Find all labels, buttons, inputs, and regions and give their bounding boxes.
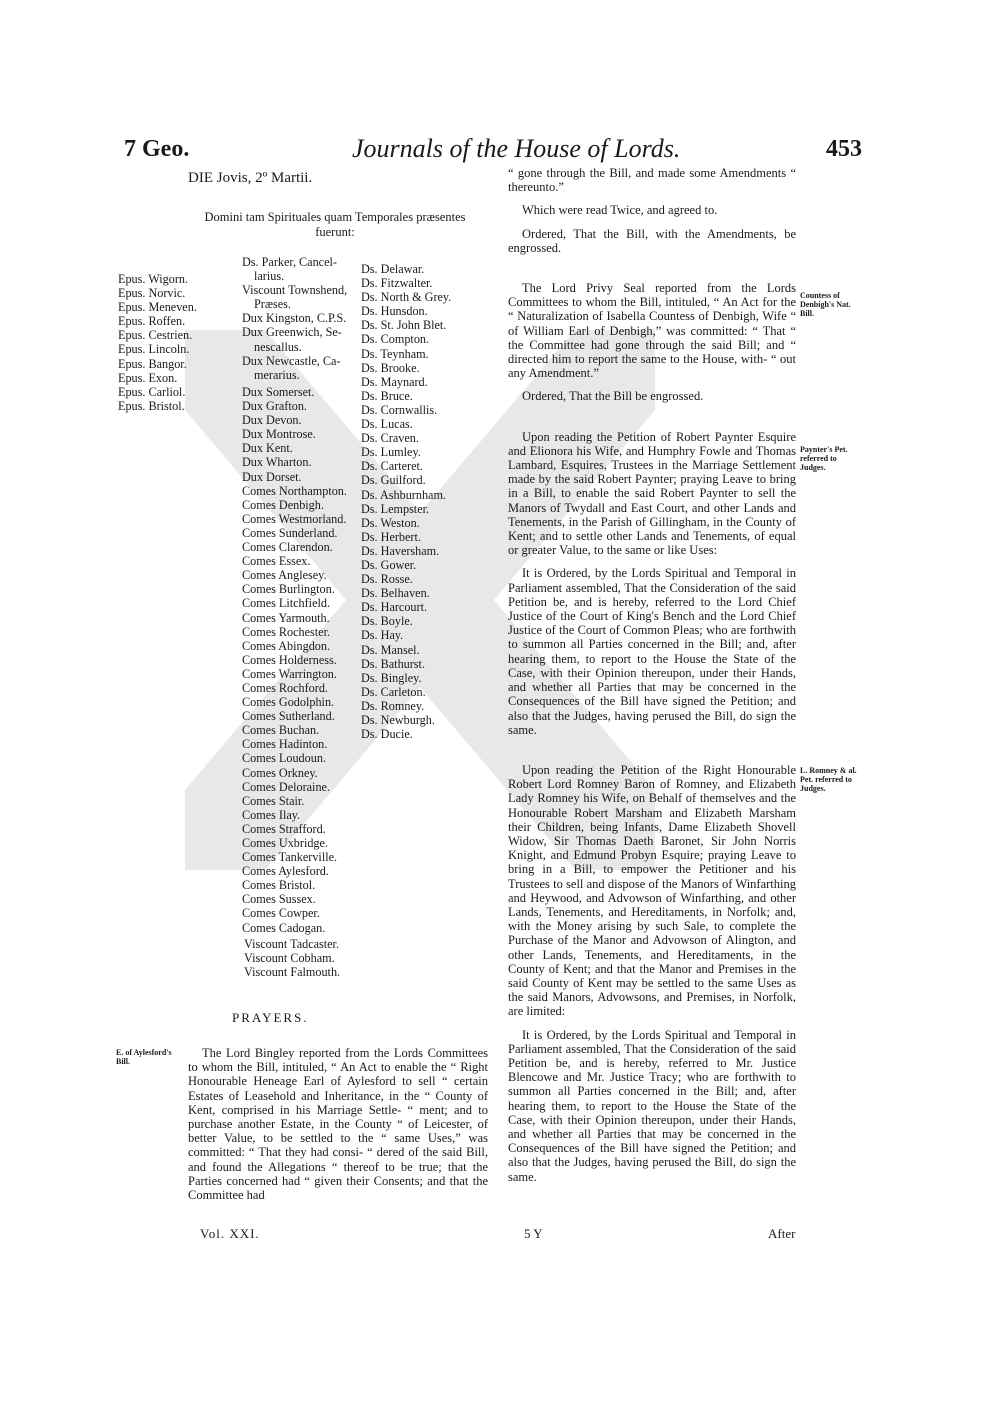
list-item: Ds. Brooke. (361, 360, 420, 375)
list-item: Comes Westmorland. (242, 511, 347, 526)
list-item: Ds. Rosse. (361, 572, 413, 587)
margin-note-romney: L. Romney & al. Pet. referred to Judges. (800, 766, 857, 793)
list-item: Dux Dorset. (242, 469, 302, 484)
list-item: Comes Orkney. (242, 765, 318, 780)
list-item: Ds. Ducie. (361, 727, 413, 742)
list-item: Epus. Bangor. (118, 356, 187, 371)
bishops-list (118, 272, 197, 413)
peers-list (242, 385, 347, 935)
list-item: Ds. Fitzwalter. (361, 276, 433, 291)
list-item: Comes Tankerville. (242, 850, 338, 865)
list-item: Ds. Parker, Cancel- (242, 255, 337, 269)
paynter-text: Upon reading the Petition of Robert Paynter Esquire and Elionora his Wife, and Humphry Fowle and Thomas Lambard, Esquires, Trustees in the Marriage Settlement made by the said Robert Paynter; praying Leave to bring in a Bill, to enable the said Robert Paynter to sell the Manors of Twydall and East Court, and other Lands and Tenements, in the Parish of Gillingham, in the County of Kent; and to settle other Lands and Tenements, of equal or greater Value, to the same or like Uses: (508, 429, 796, 558)
list-item: Viscount Tadcaster. (244, 937, 339, 951)
page-title: Journals of the House of Lords. (352, 134, 681, 163)
list-item: Ds. Mansel. (361, 642, 420, 657)
list-item: Ds. Bingley. (361, 670, 422, 685)
continuation-text: “ gone through the Bill, and made some Amendments “ thereunto.” (508, 166, 796, 195)
list-item: Comes Denbigh. (242, 497, 324, 512)
list-item: Ds. Hay. (361, 628, 404, 643)
aylesford-paragraph (188, 1046, 488, 1211)
list-item: Ds. Carteret. (361, 459, 423, 474)
ordered-engrossed-text: Ordered, That the Bill be engrossed. (522, 389, 704, 404)
list-item: Dux Kingston, C.P.S. (242, 311, 347, 326)
list-item: Ds. Belhaven. (361, 586, 430, 601)
list-item: Comes Loudoun. (242, 751, 326, 766)
list-item: Ds. Newburgh. (361, 713, 435, 727)
presence-heading: Domini tam Spirituales quam Temporales præsentes fuerunt: (204, 210, 466, 239)
right-column-text (508, 166, 796, 1193)
list-item: Comes Ilay. (242, 807, 301, 822)
list-item: Epus. Meneven. (118, 300, 197, 315)
list-item: Ds. Weston. (361, 515, 420, 530)
list-item: Dux Newcastle, Ca- (242, 353, 341, 368)
list-item: Comes Bristol. (242, 878, 316, 893)
list-item: Ds. Lucas. (361, 417, 413, 432)
footer-catchword: After (768, 1226, 796, 1241)
list-item: Dux Kent. (242, 441, 293, 456)
list-item: Ds. Bathurst. (361, 656, 425, 671)
paynter-order-text: It is Ordered, by the Lords Spiritual and Temporal in Parliament assembled, That the Consideration of the said Petition be, and is hereby, referred to the Lord Chief Justice of the Court of King's Bench and the Lord Chief Justice of the Court of Common Pleas; who are forthwith to summon all Parties concerned in the Bill; and, after hearing them, to report to the House the State of the Case, with their Opinion thereupon, under their Hands, and whether all Parties that may be concerned in the Consequences of the Bill have signed the Petition; and also that the Judges, having perused the Bill, do sign the same. (508, 566, 796, 737)
list-item: Viscount Falmouth. (244, 965, 341, 980)
list-item: Epus. Wigorn. (118, 272, 189, 286)
barons-list (361, 262, 451, 741)
list-item: Epus. Bristol. (118, 398, 185, 413)
officers-list (242, 255, 347, 382)
list-item: Ds. Teynham. (361, 346, 429, 361)
margin-note-paynter: Paynter's Pet. referred to Judges. (800, 445, 848, 472)
list-item: Epus. Norvic. (118, 286, 186, 301)
list-item: Comes Warrington. (242, 666, 337, 681)
prayers-heading: PRAYERS. (232, 1010, 309, 1025)
romney-order-text: It is Ordered, by the Lords Spiritual and Temporal in Parliament assembled, That the Consideration of the said Petition be, and is hereby, referred to Mr. Justice Blencowe and Mr. Justice Tracy; who are forthwith to summon all Parties concerned in the Bill; and, after hearing them, to report to the House the State of the Case, with their Opinion thereupon, under their Hands, and whether all Parties that may be concerned in the Consequences of the Bill have signed the Petition; and also that the Judges, having perused the Bill, do sign the same. (508, 1027, 796, 1184)
list-item: Comes Yarmouth. (242, 610, 330, 625)
list-item: Ds. Compton. (361, 332, 430, 347)
list-item: Ds. Bruce. (361, 388, 413, 403)
list-item: Comes Clarendon. (242, 540, 333, 555)
list-item: Comes Holderness. (242, 652, 337, 667)
list-item: Ds. Lumley. (361, 445, 421, 460)
ordered-amend-text: Ordered, That the Bill, with the Amendments, be engrossed. (508, 226, 796, 255)
list-item: larius. (254, 269, 285, 284)
list-item: Dux Wharton. (242, 455, 312, 470)
date-line: DIE Jovis, 2º Martii. (188, 170, 313, 186)
list-item: Epus. Roffen. (118, 314, 186, 329)
denbigh-text: The Lord Privy Seal reported from the Lords Committees to whom the Bill, intituled, “ An Act for the “ Naturalization of Isabella Countess of Denbigh, Wife “ of William Earl of Denbigh,” was committed: “ That “ the Committee had gone through the said Bill; and “ directed him to report the same to the House, with- “ out any Amendment.” (508, 281, 796, 381)
list-item: Ds. Craven. (361, 431, 419, 446)
list-item: Ds. North & Grey. (361, 290, 452, 305)
list-item: Comes Abingdon. (242, 638, 331, 653)
list-item: Dux Somerset. (242, 385, 315, 399)
list-item: Præses. (254, 297, 291, 312)
list-item: Comes Anglesey. (242, 568, 327, 583)
list-item: Ds. Cornwallis. (361, 402, 438, 417)
list-item: Ds. Ashburnham. (361, 487, 446, 502)
viscounts-list (244, 937, 340, 979)
list-item: Comes Burlington. (242, 582, 335, 597)
list-item: Comes Litchfield. (242, 596, 331, 611)
list-item: Comes Aylesford. (242, 864, 329, 879)
list-item: Comes Uxbridge. (242, 836, 328, 850)
list-item: Ds. Harcourt. (361, 600, 427, 615)
list-item: Ds. Haversham. (361, 543, 440, 558)
list-item: Epus. Cestrien. (118, 328, 193, 343)
list-item: Ds. Guilford. (361, 473, 426, 488)
list-item: Comes Strafford. (242, 821, 326, 836)
header-regnal-year: 7 Geo. (124, 136, 190, 162)
list-item: Ds. Maynard. (361, 374, 428, 389)
list-item: Comes Stair. (242, 793, 305, 808)
list-item: Ds. Herbert. (361, 529, 421, 544)
list-item: Comes Essex. (242, 554, 311, 569)
list-item: Viscount Townshend, (242, 283, 348, 298)
list-item: Ds. Boyle. (361, 614, 413, 629)
list-item: Dux Greenwich, Se- (242, 325, 342, 340)
list-item: Comes Sunderland. (242, 525, 338, 540)
list-item: Comes Rochford. (242, 680, 328, 695)
list-item: Viscount Cobham. (244, 951, 335, 966)
list-item: Ds. Hunsdon. (361, 304, 428, 319)
page-number: 453 (826, 136, 862, 162)
list-item: Ds. Lempster. (361, 501, 430, 516)
list-item: Epus. Carliol. (118, 384, 186, 399)
list-item: Comes Sutherland. (242, 709, 335, 724)
list-item: Dux Devon. (242, 413, 302, 428)
list-item: Ds. Delawar. (361, 262, 425, 276)
margin-note-denbigh: Countess of Denbigh's Nat. Bill. (800, 291, 851, 318)
list-item: Comes Deloraine. (242, 779, 330, 794)
list-item: Comes Sussex. (242, 892, 316, 907)
footer-volume: Vol. XXI. (200, 1226, 260, 1241)
list-item: Comes Cadogan. (242, 920, 326, 935)
list-item: Comes Rochester. (242, 624, 331, 639)
list-item: Comes Cowper. (242, 906, 320, 921)
list-item: Comes Buchan. (242, 723, 320, 738)
list-item: Comes Godolphin. (242, 695, 335, 710)
list-item: Ds. Romney. (361, 698, 425, 713)
margin-note-aylesford: E. of Aylesford's Bill. (116, 1048, 172, 1066)
list-item: Ds. St. John Blet. (361, 318, 447, 333)
romney-text: Upon reading the Petition of the Right Honourable Robert Lord Romney Baron of Romney, and Elizabeth Lady Romney his Wife, on Behalf of themselves and the Honourable Robert Marsham and Elizabeth Marsham their Children, being Infants, Dame Elizabeth Shovell Widow, Sir Thomas Daeth Baronet, Sir John Norris Knight, and Edmund Probyn Esquire; praying Leave to bring in a Bill, to empower the Petitioner and his Trustees to sell and dispose of the Manors of Winfarthing and Heywood, and Advowson of Winfarthing, and other Lands, Tenements, and Hereditaments, in Norfolk; and, with the Money arising by such Sale, to complete the Purchase of the Manor and Advowson of Alington, and other Lands, Tenements, and Hereditaments, in the County of Kent; and that the Manor and Premises in the said County of Kent may be settled to the same Uses as the said Manors, Advowsons, and Premises, in Norfolk, are limited: (508, 762, 796, 1019)
aylesford-text: The Lord Bingley reported from the Lords Committees to whom the Bill, intituled, “ An Act to enable the “ Right Honourable Heneage Earl of Aylesford to sell “ certain Estates of Leasehold and Inheritance, in the “ County of Kent, comprised in his Marriage Settle- “ ment; and to purchase another Estate, in the County “ of Leicester, of better Value, to be settled to the “ same Uses,” was committed: “ That they had consi- “ dered of the said Bill, and found the Allegations “ thereof to be true; that the Parties concerned had “ given their Consents; and that the Committee had (188, 1046, 488, 1203)
list-item: Ds. Gower. (361, 557, 417, 572)
list-item: nescallus. (254, 339, 302, 354)
list-item: Comes Northampton. (242, 483, 347, 498)
list-item: Comes Hadinton. (242, 737, 328, 752)
list-item: Epus. Lincoln. (118, 342, 190, 357)
read-twice-text: Which were read Twice, and agreed to. (522, 203, 718, 218)
list-item: merarius. (254, 367, 300, 382)
footer-signature: 5 Y (524, 1226, 543, 1241)
list-item: Dux Montrose. (242, 427, 316, 442)
list-item: Epus. Exon. (118, 370, 178, 385)
list-item: Ds. Carleton. (361, 684, 426, 699)
list-item: Dux Grafton. (242, 399, 307, 414)
